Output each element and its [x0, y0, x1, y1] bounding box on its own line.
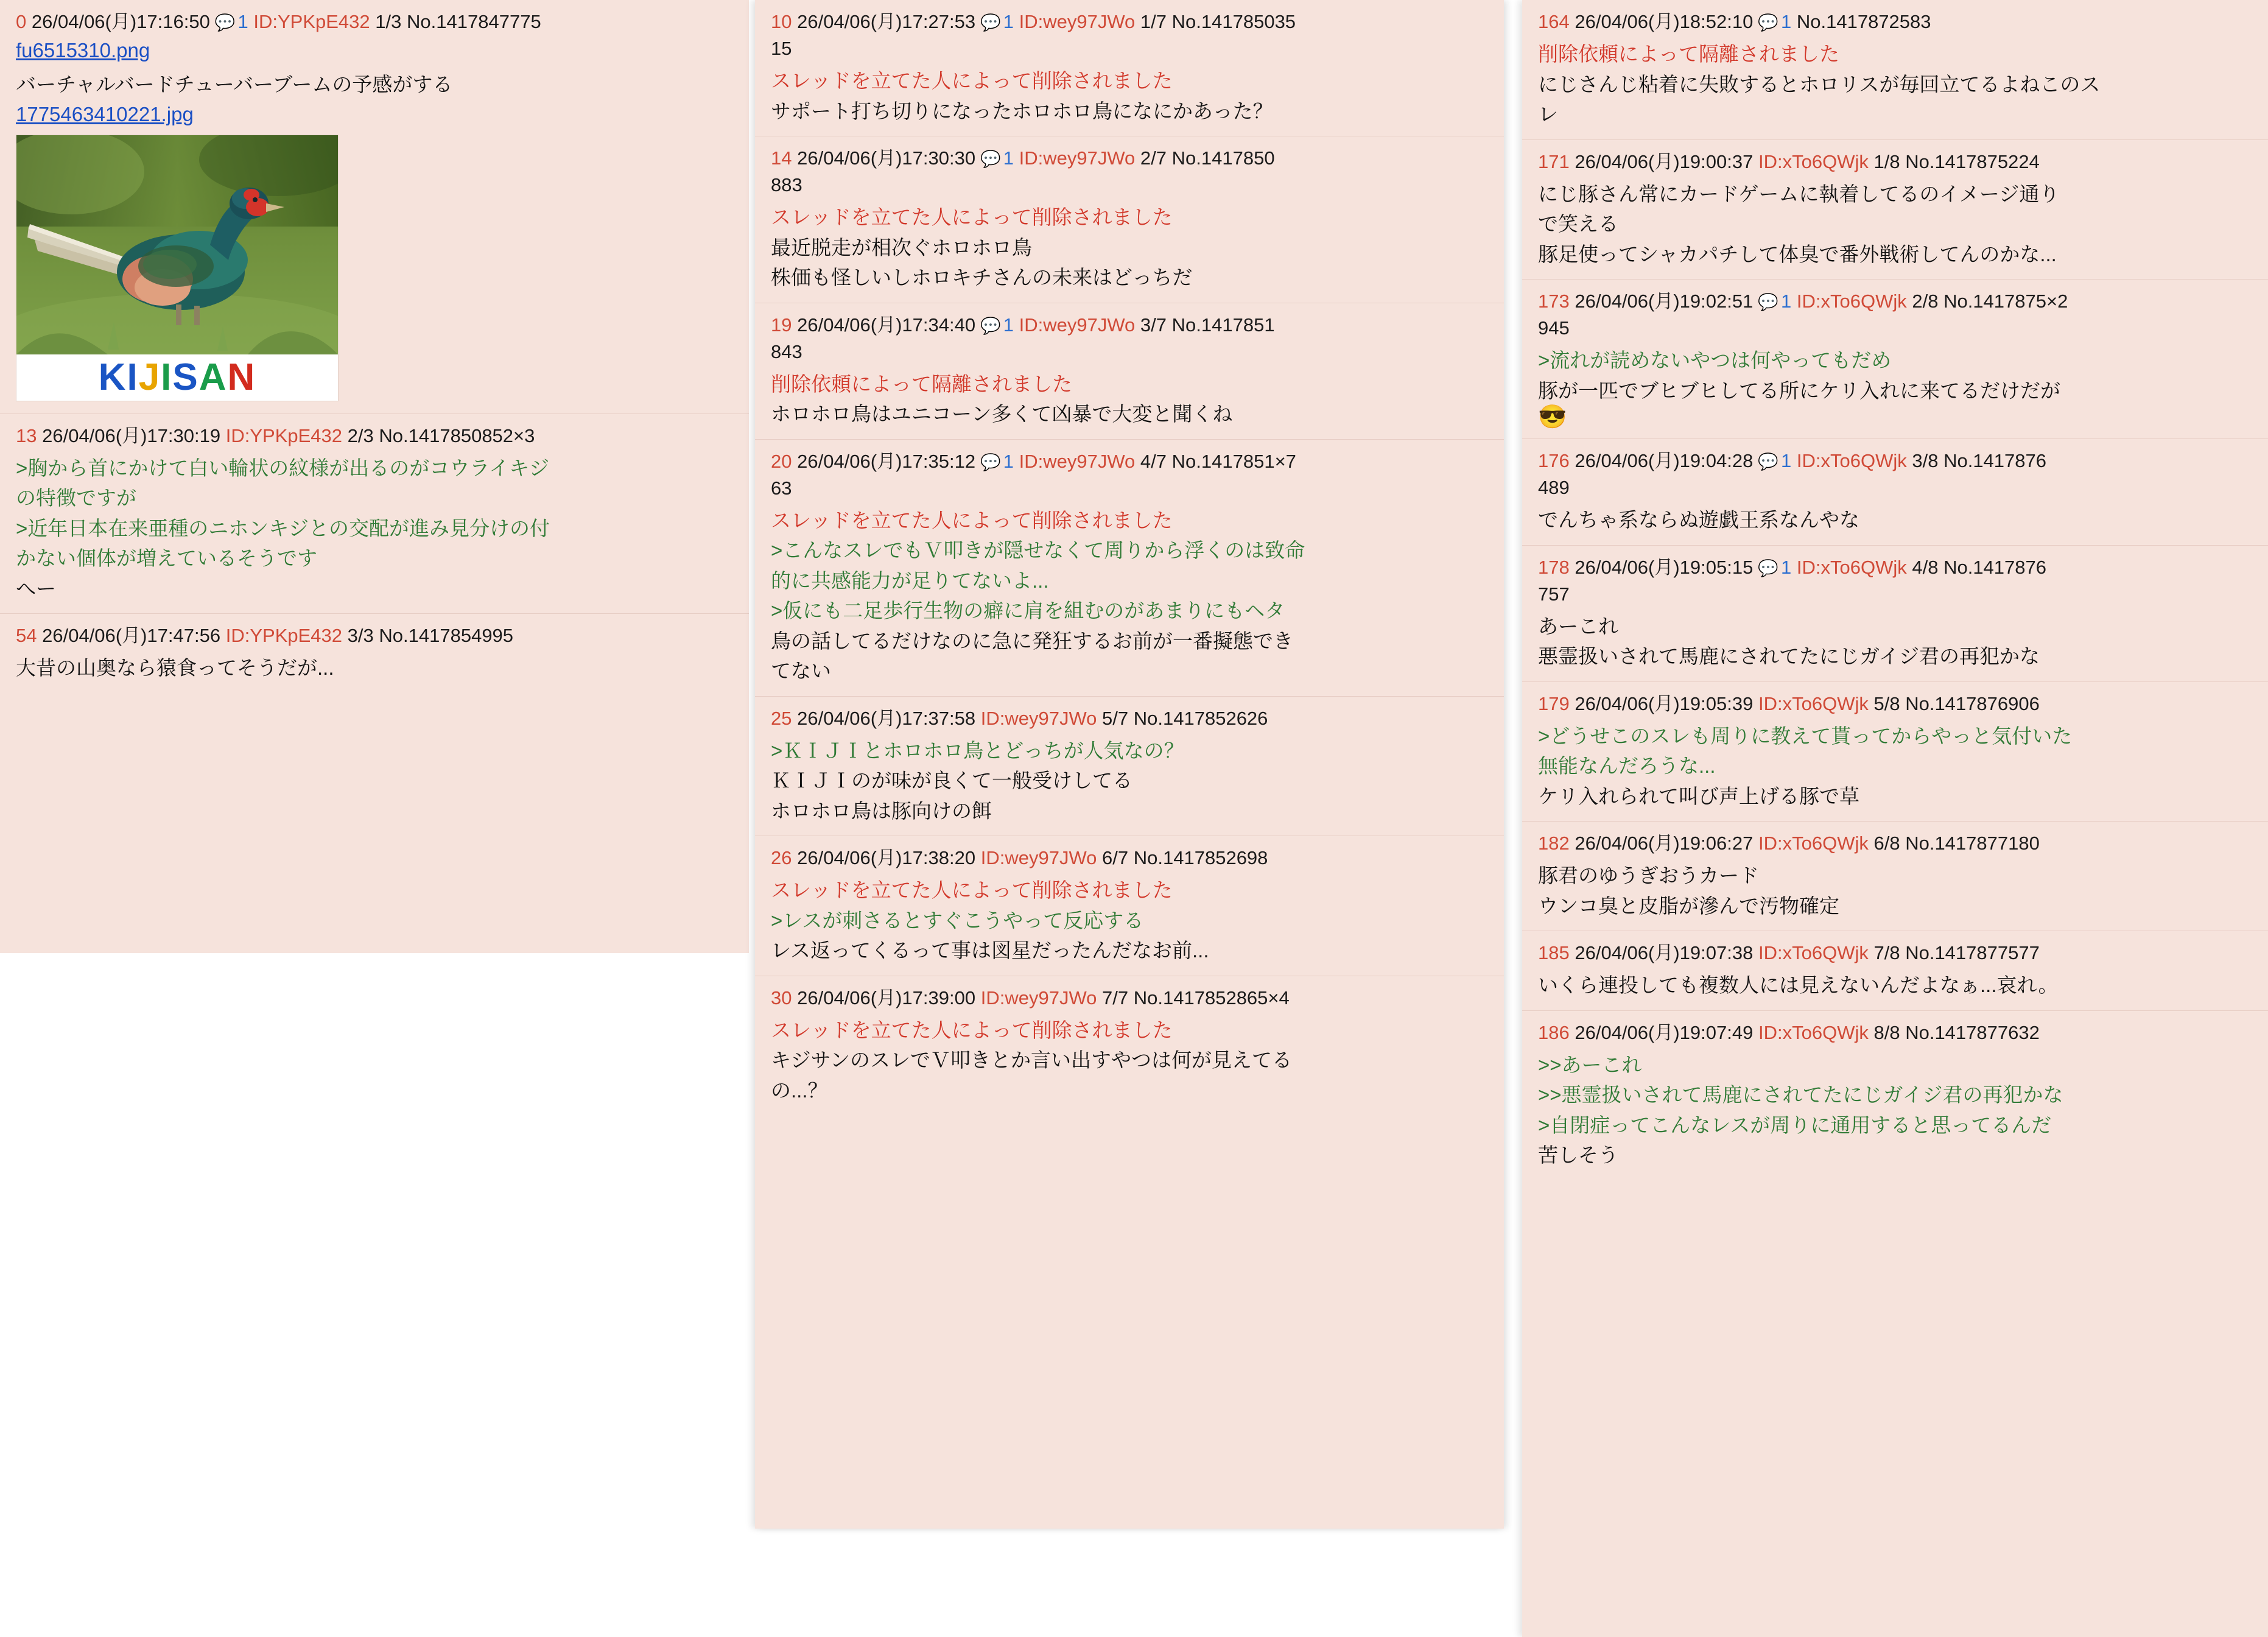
post-extra-count: ×7 — [1274, 450, 1296, 472]
post-res-number[interactable]: No.1417877180 — [1905, 833, 2040, 854]
post-line: 無能なんだろうな... — [1538, 755, 1716, 778]
post-line: 苦しそう — [1538, 1144, 1618, 1167]
post-res-number[interactable]: No.1417872583 — [1796, 11, 1931, 32]
post-number[interactable]: 20 — [771, 450, 792, 472]
post-line: スレッドを立てた人によって削除されました — [771, 1018, 1173, 1041]
post-user-id: ID:YPKpE432 — [253, 11, 370, 32]
speech-bubble-icon[interactable]: 💬 — [1758, 558, 1778, 577]
reply-count[interactable]: 1 — [1780, 556, 1792, 578]
post-res-number[interactable]: No.1417876906 — [1905, 692, 2040, 714]
post-date: 26/04/06(月)18:52:10 — [1575, 11, 1754, 32]
post-number[interactable]: 182 — [1538, 833, 1570, 854]
post-date: 26/04/06(月)17:16:50 — [31, 11, 210, 32]
post-user-id: ID:wey97JWo — [1019, 147, 1136, 169]
post-header — [1538, 448, 2252, 501]
post-res-number[interactable]: No.1417852698 — [1133, 847, 1268, 869]
post-number[interactable]: 54 — [16, 625, 37, 647]
post-number[interactable]: 178 — [1538, 556, 1570, 578]
post-res-number[interactable]: No.1417850852 — [379, 424, 514, 446]
post-line: レス返ってくるって事は図星だったんだなお前... — [771, 939, 1209, 962]
post-date: 26/04/06(月)19:00:37 — [1575, 150, 1754, 172]
attachment-link[interactable]: fu6515310.png — [16, 39, 150, 62]
post-index: 3/8 — [1912, 450, 1939, 472]
post-body — [1538, 39, 2252, 130]
post-line: にじさんじ粘着に失敗するとホロリスが毎回立てるよねこのス — [1538, 72, 2101, 96]
post-index: 3/7 — [1140, 314, 1167, 336]
post — [755, 136, 1504, 303]
post — [1522, 682, 2268, 822]
post-header — [771, 985, 1488, 1012]
post-date: 26/04/06(月)17:47:56 — [42, 625, 221, 647]
speech-bubble-icon[interactable]: 💬 — [980, 452, 1001, 471]
post-header — [1538, 830, 2252, 857]
post-line: 大昔の山奥なら猿食ってそうだが... — [16, 657, 334, 680]
reply-count[interactable]: 1 — [1003, 314, 1014, 336]
post-line: で笑える — [1538, 213, 1618, 236]
post-header — [16, 9, 733, 35]
post-date: 26/04/06(月)17:38:20 — [797, 847, 976, 869]
post-res-number[interactable]: No.141785035 — [1171, 11, 1296, 32]
post-date: 26/04/06(月)17:34:40 — [797, 314, 976, 336]
post-line: 豚君のゆうぎおうカード — [1538, 864, 1759, 887]
post — [1522, 1011, 2268, 1180]
post-line: ケリ入れられて叫び声上げる豚で草 — [1538, 784, 1859, 808]
post-body — [1538, 345, 2252, 429]
post-number[interactable]: 25 — [771, 707, 792, 729]
post-res-number-cont[interactable]: 15 — [771, 38, 792, 60]
post-index: 4/8 — [1912, 556, 1939, 578]
speech-bubble-icon[interactable]: 💬 — [1758, 452, 1778, 471]
post-res-number[interactable]: No.1417854995 — [379, 625, 514, 647]
post — [755, 303, 1504, 440]
post-user-id: ID:wey97JWo — [980, 707, 1097, 729]
post-line: スレッドを立てた人によって削除されました — [771, 69, 1173, 93]
post-res-number[interactable]: No.1417852626 — [1133, 707, 1268, 729]
post-number[interactable]: 10 — [771, 11, 792, 32]
speech-bubble-icon[interactable]: 💬 — [1758, 293, 1778, 312]
post-index: 7/8 — [1873, 942, 1900, 964]
post-header — [771, 312, 1488, 365]
post-index: 1/8 — [1873, 150, 1900, 172]
post-header — [1538, 691, 2252, 717]
post-header — [1538, 1019, 2252, 1046]
post-header — [1538, 940, 2252, 966]
post-number[interactable]: 14 — [771, 147, 792, 169]
post-line: スレッドを立てた人によって削除されました — [771, 206, 1173, 229]
post-number[interactable]: 173 — [1538, 290, 1570, 312]
post-date: 26/04/06(月)19:05:15 — [1575, 556, 1754, 578]
pheasant-photo[interactable] — [16, 135, 338, 354]
post-res-number-cont[interactable]: 757 — [1538, 583, 1570, 605]
post-line: バーチャルバードチューバーブームの予感がする — [16, 72, 453, 96]
post-user-id: ID:xTo6QWjk — [1758, 150, 1869, 172]
post-body — [1538, 721, 2252, 812]
post-date: 26/04/06(月)17:39:00 — [797, 987, 976, 1009]
post-line: 😎 — [1538, 404, 1567, 431]
post-line: へー — [16, 577, 56, 600]
post-body — [1538, 505, 2252, 535]
post-index: 5/7 — [1102, 707, 1129, 729]
post-line: かない個体が増えているそうです — [16, 547, 317, 570]
post-line: >胸から首にかけて白い輪状の紋様が出るのがコウライキジ — [16, 456, 549, 479]
post-date: 26/04/06(月)19:06:27 — [1575, 833, 1754, 854]
post-line: ウンコ臭と皮脂が滲んで汚物確定 — [1538, 894, 1839, 917]
post-number[interactable]: 164 — [1538, 11, 1570, 32]
post-number[interactable]: 19 — [771, 314, 792, 336]
post-res-number[interactable]: No.1417847775 — [407, 11, 541, 32]
post-body — [771, 202, 1488, 293]
post-user-id: ID:YPKpE432 — [225, 424, 343, 446]
post-number[interactable]: 13 — [16, 424, 37, 446]
reply-count[interactable]: 1 — [1003, 147, 1014, 169]
post-line: ＫＩＪＩのが味が良くて一般受けしてる — [771, 769, 1132, 792]
post-body — [1538, 611, 2252, 672]
post-line: あーこれ — [1538, 614, 1618, 638]
post-res-number-cont[interactable]: 63 — [771, 477, 792, 499]
post-body — [16, 653, 733, 683]
speech-bubble-icon[interactable]: 💬 — [1758, 13, 1778, 32]
post-body — [771, 875, 1488, 966]
post — [755, 440, 1504, 697]
post-number[interactable]: 171 — [1538, 150, 1570, 172]
post-line: レ — [1538, 103, 1558, 126]
reply-count[interactable]: 1 — [1780, 450, 1792, 472]
post-number[interactable]: 0 — [16, 11, 27, 32]
post-line: キジサンのスレでＶ叩きとか言い出すやつは何が見えてる — [771, 1049, 1293, 1072]
post — [1522, 439, 2268, 546]
post-line: 豚が一匹でブヒブヒしてる所にケリ入れに来てるだけだが — [1538, 379, 2060, 402]
post-res-number-cont[interactable]: 843 — [771, 340, 802, 362]
post-number[interactable]: 185 — [1538, 942, 1570, 964]
post-header — [1538, 554, 2252, 608]
post-line: 最近脱走が相次ぐホロホロ鳥 — [771, 236, 1032, 259]
post-user-id: ID:xTo6QWjk — [1796, 450, 1907, 472]
post-date: 26/04/06(月)19:04:28 — [1575, 450, 1754, 472]
post-index: 6/8 — [1873, 833, 1900, 854]
post-index: 4/7 — [1140, 450, 1167, 472]
post-line: いくら連投しても複数人には見えないんだよなぁ...哀れ。 — [1538, 974, 2059, 997]
post-line: 悪霊扱いされて馬鹿にされてたにじガイジ君の再犯かな — [1538, 645, 2040, 668]
post-line: 的に共感能力が足りてないよ... — [771, 569, 1049, 592]
post-line: ホロホロ鳥はユニコーン多くて凶暴で大変と聞くね — [771, 403, 1233, 426]
post-date: 26/04/06(月)19:07:38 — [1575, 942, 1754, 964]
post-index: 1/3 — [375, 11, 402, 32]
post-body — [771, 505, 1488, 686]
post — [755, 976, 1504, 1116]
post-line: >ＫＩＪＩとホロホロ鳥とどっちが人気なの？ — [771, 739, 1184, 762]
post-res-number-cont[interactable]: 883 — [771, 174, 802, 196]
post-line: 豚足使ってシャカパチして体臭で番外戦術してんのかな... — [1538, 242, 2057, 266]
post-line: >こんなスレでもＶ叩きが隠せなくて周りから浮くのは致命 — [771, 539, 1305, 562]
post-user-id: ID:wey97JWo — [1019, 11, 1136, 32]
reply-count[interactable]: 1 — [1003, 11, 1014, 32]
post-user-id: ID:xTo6QWjk — [1796, 556, 1907, 578]
post-number[interactable]: 176 — [1538, 450, 1570, 472]
post — [755, 697, 1504, 837]
post-line: >>悪霊扱いされて馬鹿にされてたにじガイジ君の再犯かな — [1538, 1083, 2063, 1107]
post-number[interactable]: 179 — [1538, 692, 1570, 714]
post-body — [771, 66, 1488, 126]
post-line: >近年日本在来亜種のニホンキジとの交配が進み見分けの付 — [16, 516, 550, 540]
post-res-number[interactable]: No.1417875 — [1943, 290, 2047, 312]
post-extra-count: ×2 — [2046, 290, 2068, 312]
post-res-number[interactable]: No.1417850 — [1171, 147, 1275, 169]
reply-count[interactable]: 1 — [237, 11, 248, 32]
post-body — [1538, 1050, 2252, 1171]
post — [755, 0, 1504, 136]
post-header — [1538, 9, 2252, 35]
post-res-number-cont[interactable]: 489 — [1538, 477, 1570, 499]
post-index: 7/7 — [1102, 987, 1129, 1009]
post-index: 6/7 — [1102, 847, 1129, 869]
post — [0, 614, 749, 693]
post-user-id: ID:xTo6QWjk — [1758, 942, 1869, 964]
speech-bubble-icon[interactable]: 💬 — [980, 150, 1001, 169]
post-body — [771, 736, 1488, 826]
post-header — [771, 448, 1488, 502]
post-date: 26/04/06(月)17:30:30 — [797, 147, 976, 169]
post-body — [771, 369, 1488, 429]
post-res-number[interactable]: No.1417851 — [1171, 314, 1275, 336]
post — [1522, 140, 2268, 280]
post-line: でんちゃ系ならぬ遊戯王系なんやな — [1538, 509, 1859, 532]
post-line: 削除依頼によって隔離されました — [1538, 43, 1839, 66]
post-res-number[interactable]: No.1417852865 — [1133, 987, 1268, 1009]
post — [1522, 0, 2268, 140]
post-line: >どうせこのスレも周りに教えて貰ってからやっと気付いた — [1538, 724, 2073, 747]
post-date: 26/04/06(月)19:05:39 — [1575, 692, 1754, 714]
post-date: 26/04/06(月)19:07:49 — [1575, 1021, 1754, 1043]
post-date: 26/04/06(月)17:37:58 — [797, 707, 976, 729]
post-body — [771, 1015, 1488, 1106]
post-line: >仮にも二足歩行生物の癖に肩を組むのがあまりにもヘタ — [771, 599, 1285, 622]
post — [0, 414, 749, 614]
thread-column-left — [0, 0, 749, 953]
post-res-number[interactable]: No.1417877632 — [1905, 1021, 2040, 1043]
post-header — [16, 622, 733, 649]
post-line: サポート打ち切りになったホロホロ鳥になにかあった？ — [771, 99, 1273, 122]
post-line: 鳥の話してるだけなのに急に発狂するお前が一番擬態でき — [771, 629, 1293, 652]
post-res-number[interactable]: No.1417875224 — [1905, 150, 2040, 172]
post-date: 26/04/06(月)17:27:53 — [797, 11, 976, 32]
post-res-number[interactable]: No.1417876 — [1943, 450, 2047, 472]
post-res-number[interactable]: No.1417876 — [1943, 556, 2047, 578]
thread-column-middle — [755, 0, 1504, 1529]
post — [1522, 280, 2268, 439]
post-index: 2/8 — [1912, 290, 1939, 312]
post-user-id: ID:wey97JWo — [1019, 450, 1136, 472]
reply-count[interactable]: 1 — [1780, 290, 1792, 312]
post-image-thumbnail[interactable] — [16, 135, 339, 401]
post-date: 26/04/06(月)17:30:19 — [42, 424, 221, 446]
post-index: 2/7 — [1140, 147, 1167, 169]
post — [0, 0, 749, 414]
post-res-number-cont[interactable]: 945 — [1538, 317, 1570, 339]
post — [755, 836, 1504, 976]
post-line: スレッドを立てた人によって削除されました — [771, 879, 1173, 902]
post-user-id: ID:xTo6QWjk — [1758, 1021, 1869, 1043]
post-header — [1538, 149, 2252, 175]
post-line: にじ豚さん常にカードゲームに執着してるのイメージ通り — [1538, 182, 2060, 205]
post-header — [771, 705, 1488, 732]
post — [1522, 822, 2268, 931]
post-user-id: ID:xTo6QWjk — [1758, 833, 1869, 854]
post-index: 8/8 — [1873, 1021, 1900, 1043]
post-user-id: ID:xTo6QWjk — [1796, 290, 1907, 312]
post-extra-count: ×4 — [1268, 987, 1290, 1009]
speech-bubble-icon[interactable]: 💬 — [980, 316, 1001, 335]
post-line: >自閉症ってこんなレスが周りに通用すると思ってるんだ — [1538, 1113, 2052, 1136]
post-res-number[interactable]: No.1417851 — [1171, 450, 1275, 472]
image-filename-link[interactable]: 1775463410221.jpg — [16, 103, 194, 126]
post-res-number[interactable]: No.1417877577 — [1905, 942, 2040, 964]
post-user-id: ID:wey97JWo — [980, 987, 1097, 1009]
post-line: >流れが読めないやつは何やってもだめ — [1538, 349, 1892, 372]
post-header — [771, 9, 1488, 62]
post-index: 1/7 — [1140, 11, 1167, 32]
post-user-id: ID:xTo6QWjk — [1758, 692, 1869, 714]
post — [1522, 931, 2268, 1011]
post-header — [16, 423, 733, 449]
post-line: てない — [771, 660, 831, 683]
speech-bubble-icon[interactable]: 💬 — [980, 13, 1001, 32]
post-user-id: ID:wey97JWo — [1019, 314, 1136, 336]
post-user-id: ID:YPKpE432 — [225, 625, 343, 647]
post-date: 26/04/06(月)19:02:51 — [1575, 290, 1754, 312]
post-body — [16, 453, 733, 604]
post-number[interactable]: 186 — [1538, 1021, 1570, 1043]
post-line: 株価も怪しいしホロキチさんの未来はどっちだ — [771, 266, 1193, 289]
post-date: 26/04/06(月)17:35:12 — [797, 450, 976, 472]
post-index: 2/3 — [347, 424, 374, 446]
post-line: >レスが刺さるとすぐこうやって反応する — [771, 909, 1144, 932]
post-index: 3/3 — [347, 625, 374, 647]
reply-count[interactable]: 1 — [1003, 450, 1014, 472]
post-number[interactable]: 26 — [771, 847, 792, 869]
post-line: の特徴ですが — [16, 487, 136, 510]
post-header — [771, 145, 1488, 199]
post-line: スレッドを立てた人によって削除されました — [771, 509, 1173, 532]
post-number[interactable]: 30 — [771, 987, 792, 1009]
post — [1522, 546, 2268, 682]
image-caption-kijisan: K I J I S A N — [16, 354, 338, 401]
post-body — [16, 69, 733, 100]
post-body — [1538, 970, 2252, 1001]
post-header — [771, 845, 1488, 871]
post-header — [1538, 288, 2252, 342]
post-index: 5/8 — [1873, 692, 1900, 714]
reply-count[interactable]: 1 — [1780, 11, 1792, 32]
post-line: 削除依頼によって隔離されました — [771, 372, 1072, 395]
post-line: ホロホロ鳥は豚向けの餌 — [771, 799, 992, 822]
post-extra-count: ×3 — [513, 424, 535, 446]
thread-column-right — [1522, 0, 2268, 1637]
post-line: の...？ — [771, 1079, 828, 1102]
speech-bubble-icon[interactable]: 💬 — [214, 13, 236, 32]
post-body — [1538, 861, 2252, 921]
post-user-id: ID:wey97JWo — [980, 847, 1097, 869]
post-line: >>あーこれ — [1538, 1053, 1642, 1076]
post-body — [1538, 179, 2252, 270]
